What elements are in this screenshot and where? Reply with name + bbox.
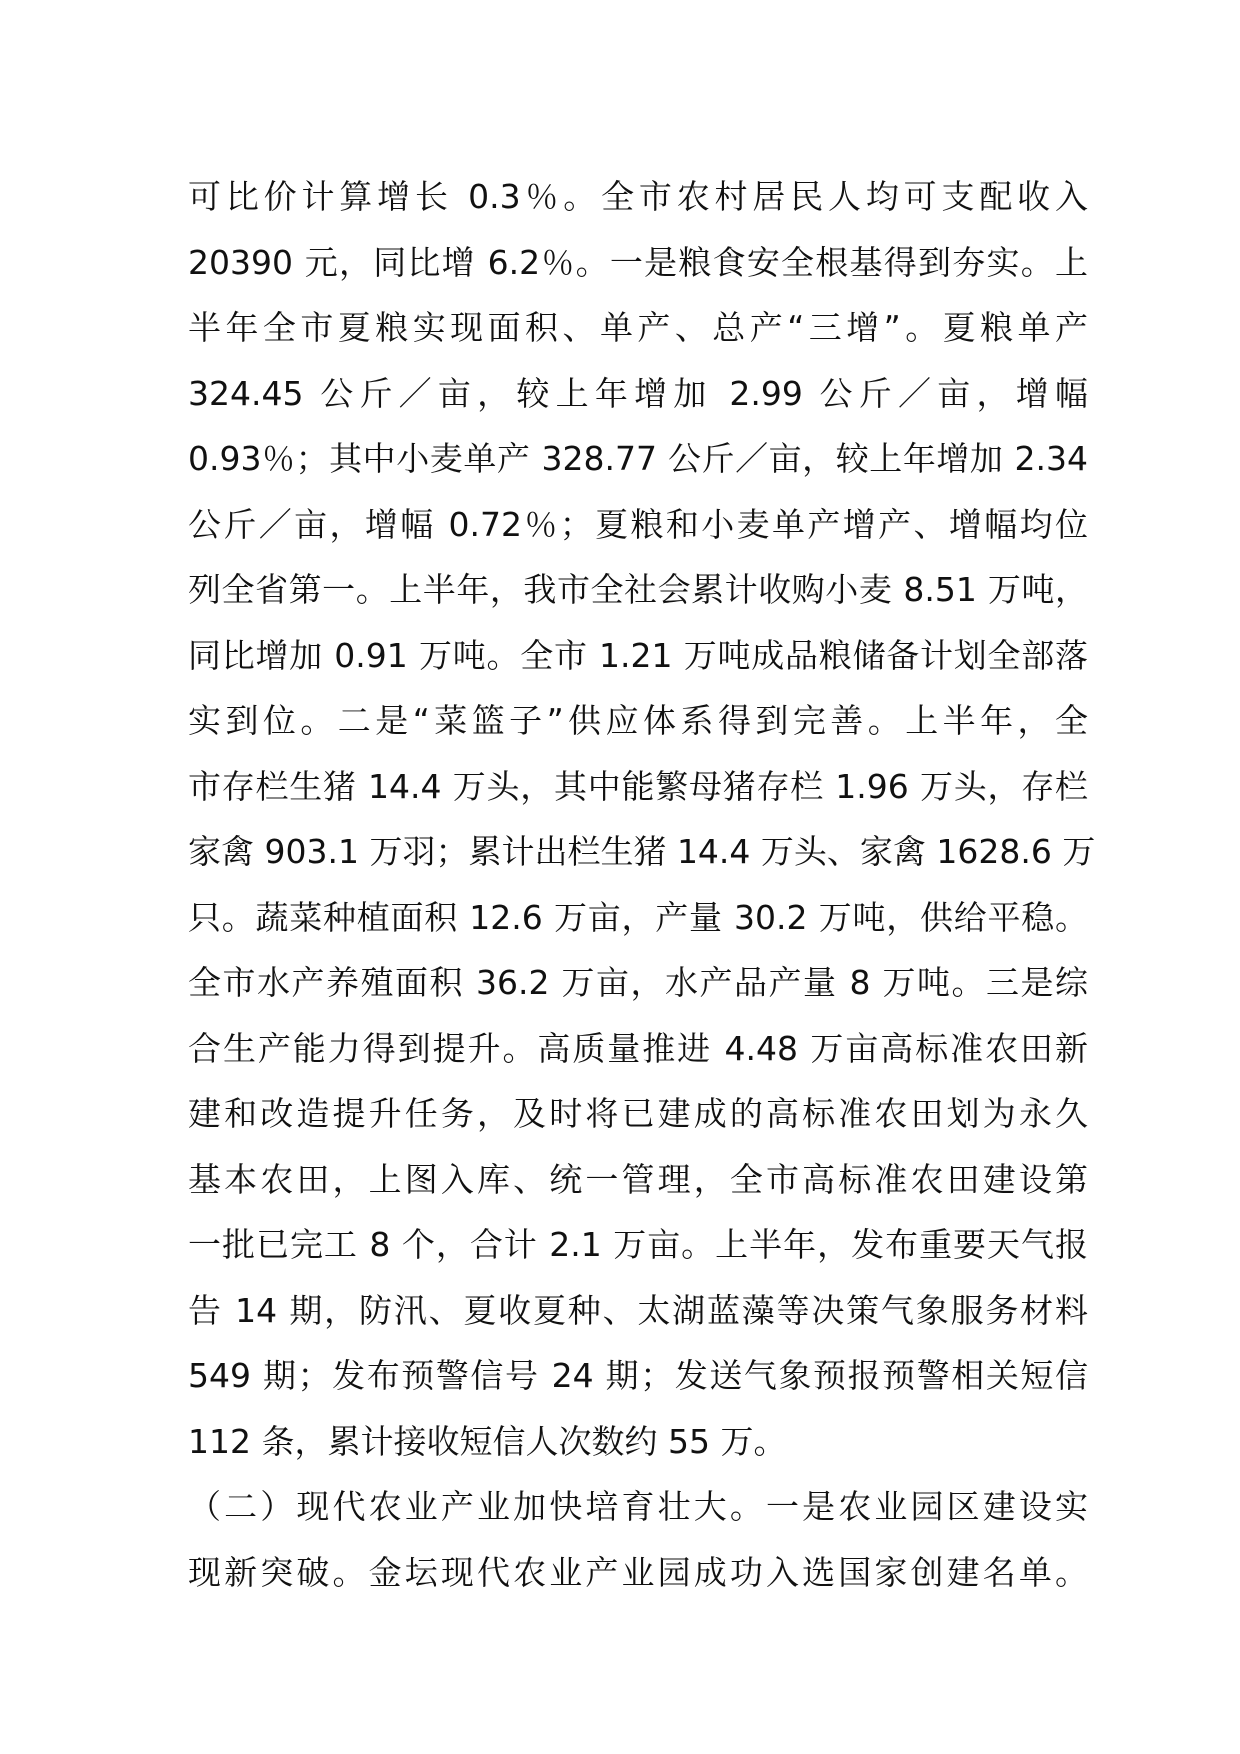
text-line: 实到位。二是“菜篮子”供应体系得到完善。上半年，全 — [188, 701, 1088, 740]
text-line: 建和改造提升任务，及时将已建成的高标准农田划为永久 — [188, 1094, 1088, 1133]
text-line: 112 条，累计接收短信人次数约 55 万。 — [188, 1421, 787, 1461]
text-line: 合生产能力得到提升。高质量推进 4.48 万亩高标准农田新 — [188, 1028, 1088, 1068]
text-line: 半年全市夏粮实现面积、单产、总产“三增”。夏粮单产 — [188, 308, 1088, 347]
text-line: 一批已完工 8 个，合计 2.1 万亩。上半年，发布重要天气报 — [188, 1225, 1088, 1264]
text-line: 324.45 公斤／亩，较上年增加 2.99 公斤／亩，增幅 — [188, 373, 1088, 413]
text-line: 列全省第一。上半年，我市全社会累计收购小麦 8.51 万吨， — [188, 570, 1088, 609]
text-line: 家禽 903.1 万羽；累计出栏生猪 14.4 万头、家禽 1628.6 万 — [188, 832, 1096, 871]
text-line: 公斤／亩，增幅 0.72％；夏粮和小麦单产增产、增幅均位 — [188, 504, 1088, 544]
text-line: 基本农田，上图入库、统一管理，全市高标准农田建设第 — [188, 1159, 1088, 1199]
section-heading-line: （二）现代农业产业加快培育壮大。一是农业园区建设实 — [188, 1487, 1088, 1526]
body-text — [188, 164, 1096, 1605]
text-line: 全市水产养殖面积 36.2 万亩，水产品产量 8 万吨。三是综 — [188, 963, 1088, 1002]
text-line: 告 14 期，防汛、夏收夏种、太湖蓝藻等决策气象服务材料 — [188, 1290, 1088, 1330]
text-line: 可比价计算增长 0.3％。全市农村居民人均可支配收入 — [188, 177, 1088, 216]
text-line: 市存栏生猪 14.4 万头，其中能繁母猪存栏 1.96 万头，存栏 — [188, 766, 1088, 806]
text-line: 只。蔬菜种植面积 12.6 万亩，产量 30.2 万吨，供给平稳。 — [188, 897, 1088, 937]
text-line: 0.93％；其中小麦单产 328.77 公斤／亩，较上年增加 2.34 — [188, 439, 1088, 478]
text-line: 现新突破。金坛现代农业产业园成功入选国家创建名单。 — [188, 1552, 1088, 1592]
text-line: 549 期；发布预警信号 24 期；发送气象预报预警相关短信 — [188, 1356, 1088, 1395]
text-line: 同比增加 0.91 万吨。全市 1.21 万吨成品粮储备计划全部落 — [188, 635, 1088, 675]
text-line: 20390 元，同比增 6.2％。一是粮食安全根基得到夯实。上 — [188, 242, 1088, 282]
